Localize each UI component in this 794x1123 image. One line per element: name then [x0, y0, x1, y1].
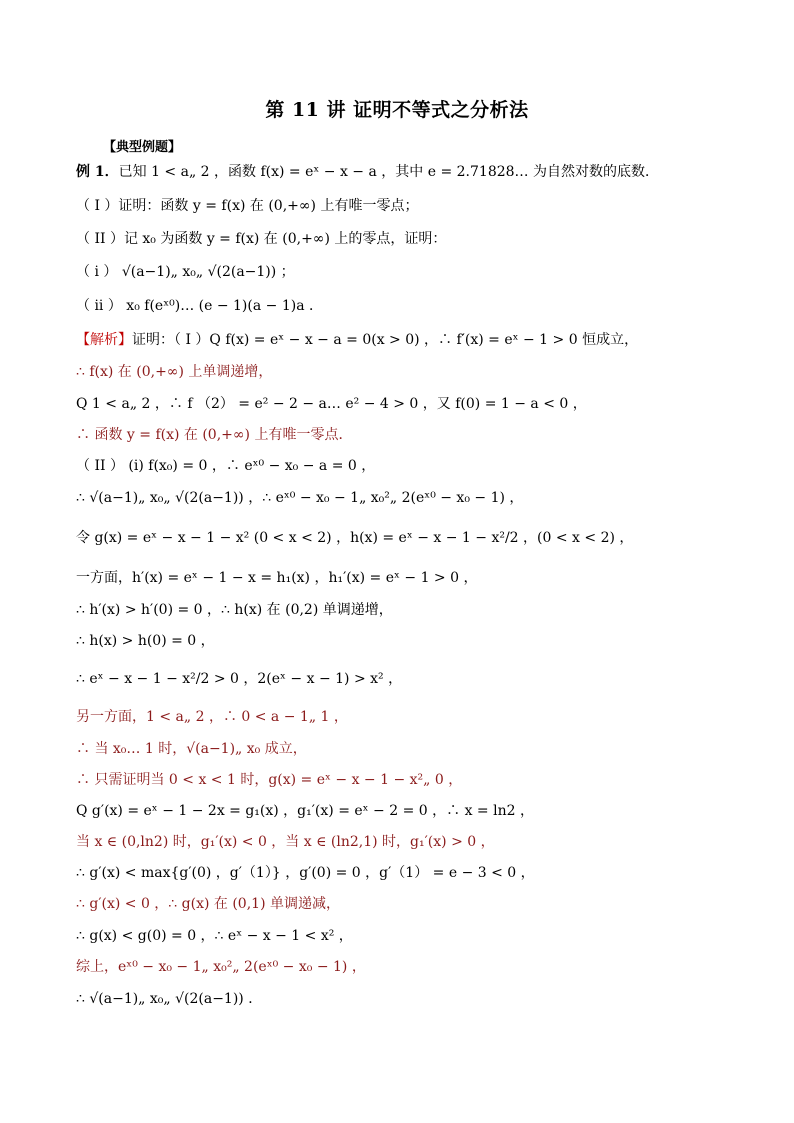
- solution-line: 当 x ∈ (0,ln2) 时，g₁′(x) < 0 ，当 x ∈ (ln2,1) 时，g₁′(x) > 0 ，: [76, 834, 495, 850]
- solution-line: 令 g(x) = eˣ − x − 1 − x² (0 < x < 2) ，h(x) = eˣ − x − 1 − x²/2 ，(0 < x < 2) ，: [76, 530, 634, 546]
- solution-line: 综上，eˣ⁰ − x₀ − 1„ x₀²„ 2(eˣ⁰ − x₀ − 1) ，: [76, 959, 366, 975]
- solution-line: ∴ f(x) 在 (0,+∞) 上单调递增，: [76, 364, 273, 380]
- page-title: 第 11 讲 证明不等式之分析法: [265, 99, 529, 121]
- solution-line: 另一方面，1 < a„ 2 ，∴ 0 < a − 1„ 1 ，: [76, 709, 348, 725]
- solution-line: （ II ） (i) f(x₀) = 0 ，∴ eˣ⁰ − x₀ − a = 0 ，: [76, 458, 376, 474]
- solution-text: 证明：（ I ）Q f(x) = eˣ − x − a = 0(x > 0) ，∴ f′(x) = eˣ − 1 > 0 恒成立，: [132, 332, 639, 348]
- part-2-statement: （ II ）记 x₀ 为函数 y = f(x) 在 (0,+∞) 上的零点，证明：: [76, 231, 447, 247]
- solution-line: ∴ h′(x) > h′(0) = 0 ，∴ h(x) 在 (0,2) 单调递增，: [76, 602, 393, 618]
- solution-line: ∴ g′(x) < 0 ，∴ g(x) 在 (0,1) 单调递减，: [76, 896, 340, 912]
- solution-line: 一方面，h′(x) = eˣ − 1 − x = h₁(x) ，h₁′(x) = eˣ − 1 > 0 ，: [76, 570, 478, 586]
- solution-line: ∴ 函数 y = f(x) 在 (0,+∞) 上有唯一零点．: [76, 427, 353, 443]
- section-heading: 【典型例题】: [103, 140, 182, 155]
- part-2-ii-statement: （ ii ） x₀ f(eˣ⁰)… (e − 1)(a − 1)a ．: [76, 298, 324, 314]
- solution-line: ∴ 只需证明当 0 < x < 1 时，g(x) = eˣ − x − 1 − x²„ 0 ，: [76, 772, 463, 788]
- solution-line: ∴ g′(x) < max{g′(0) ，g′（1）} ，g′(0) = 0 ，g′（1） = e − 3 < 0 ，: [76, 865, 535, 881]
- part-1-statement: （ I ）证明：函数 y = f(x) 在 (0,+∞) 上有唯一零点；: [76, 198, 419, 214]
- solution-label: 【解析】: [76, 332, 132, 348]
- solution-line: ∴ 当 x₀… 1 时，√(a−1)„ x₀ 成立，: [76, 741, 307, 757]
- solution-line-1: [76, 330, 776, 350]
- solution-line: ∴ g(x) < g(0) = 0 ，∴ eˣ − x − 1 < x² ，: [76, 928, 353, 944]
- solution-line: ∴ √(a−1)„ x₀„ √(2(a−1)) ．: [76, 991, 263, 1007]
- solution-line: ∴ eˣ − x − 1 − x²/2 > 0 ，2(eˣ − x − 1) > x² ，: [76, 671, 403, 687]
- example-statement: [76, 162, 776, 182]
- solution-line: Q g′(x) = eˣ − 1 − 2x = g₁(x) ，g₁′(x) = eˣ − 2 = 0 ，∴ x = ln2 ，: [76, 803, 534, 819]
- solution-line: ∴ h(x) > h(0) = 0 ，: [76, 633, 215, 649]
- solution-line: ∴ √(a−1)„ x₀„ √(2(a−1)) ，∴ eˣ⁰ − x₀ − 1„ x₀²„ 2(eˣ⁰ − x₀ − 1) ，: [76, 490, 524, 506]
- example-text: 已知 1 < a„ 2 ，函数 f(x) = eˣ − x − a ，其中 e = 2.71828… 为自然对数的底数．: [118, 164, 659, 180]
- example-label: 例 1．: [76, 164, 119, 180]
- part-2-i-statement: （ i ） √(a−1)„ x₀„ √(2(a−1)) ；: [76, 264, 295, 280]
- solution-line: Q 1 < a„ 2 ，∴ f （2） = e² − 2 − a… e² − 4 > 0 ，又 f(0) = 1 − a < 0 ，: [76, 396, 587, 412]
